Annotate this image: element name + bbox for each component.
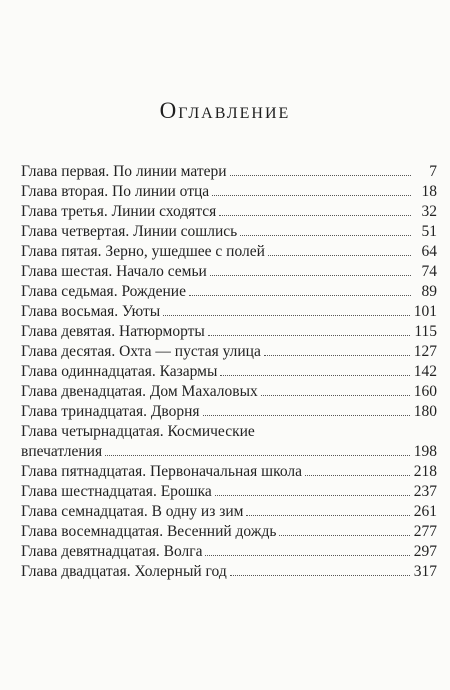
dot-leader — [261, 395, 410, 396]
toc-page-number: 51 — [421, 223, 437, 240]
toc-entry-title: Глава двадцатая. Холерный год — [21, 563, 227, 580]
toc-entry — [21, 302, 437, 322]
toc-entry-title: Глава десятая. Охта — пустая улица — [21, 343, 261, 360]
toc-page-number: 74 — [421, 263, 437, 280]
dot-leader — [230, 575, 410, 576]
toc-page-number: 237 — [413, 483, 437, 500]
toc-page-number: 198 — [413, 443, 437, 460]
dot-leader — [215, 495, 410, 496]
toc-page-number: 89 — [421, 283, 437, 300]
toc-entry — [21, 182, 437, 202]
dot-leader — [268, 255, 411, 256]
toc-entry — [21, 342, 437, 362]
toc-entry-title: Глава одиннадцатая. Казармы — [21, 363, 218, 380]
toc-entry-title: Глава восьмая. Уюты — [21, 303, 161, 320]
dot-leader — [279, 535, 409, 536]
dot-leader — [205, 555, 409, 556]
toc-entry — [21, 462, 437, 482]
dot-leader — [189, 295, 411, 296]
toc-entry — [21, 242, 437, 262]
toc-entry-title: Глава вторая. По линии отца — [21, 183, 210, 200]
toc-entry-title: Глава шестнадцатая. Ерошка — [21, 483, 212, 500]
toc-entry — [21, 562, 437, 582]
toc-entry — [21, 542, 437, 562]
dot-leader — [105, 455, 410, 456]
toc-page-number: 7 — [429, 163, 437, 180]
toc-entry-title: Глава шестая. Начало семьи — [21, 263, 207, 280]
toc-entry-title: Глава девятая. Натюрморты — [21, 323, 205, 340]
toc-entry — [21, 482, 437, 502]
dot-leader — [163, 315, 410, 316]
dot-leader — [220, 375, 409, 376]
toc-entry — [21, 322, 437, 342]
toc-entry-title: Глава тринадцатая. Дворня — [21, 403, 200, 420]
dot-leader — [264, 355, 410, 356]
toc-page-number: 160 — [413, 383, 437, 400]
toc-page-number: 142 — [413, 363, 437, 380]
dot-leader — [219, 215, 411, 216]
dot-leader — [203, 415, 410, 416]
toc-entry — [21, 502, 437, 522]
toc-entry-title: Глава восемнадцатая. Весенний дождь — [21, 523, 277, 540]
toc-entry-title: Глава четвертая. Линии сошлись — [21, 223, 238, 240]
toc-page-number: 297 — [413, 543, 437, 560]
toc-page-number: 18 — [421, 183, 437, 200]
toc-page-number: 115 — [414, 323, 437, 340]
toc-page-number: 261 — [413, 503, 437, 520]
toc-entry-title: Глава двенадцатая. Дом Махаловых — [21, 383, 258, 400]
toc-entry — [21, 262, 437, 282]
toc-entry — [21, 202, 437, 222]
toc-entry-title: Глава пятнадцатая. Первоначальная школа — [21, 463, 303, 480]
dot-leader — [212, 195, 411, 196]
toc-page-number: 277 — [413, 523, 437, 540]
toc-entry-title: Глава пятая. Зерно, ушедшее с полей — [21, 243, 265, 260]
toc-entry — [21, 422, 437, 462]
toc-entry-title: Глава третья. Линии сходятся — [21, 203, 217, 220]
toc-entry-title: Глава девятнадцатая. Волга — [21, 543, 203, 560]
toc-entry — [21, 162, 437, 182]
toc-entry-title-continued: впечатления — [21, 443, 103, 460]
toc-page-number: 32 — [421, 203, 437, 220]
dot-leader — [208, 335, 410, 336]
table-of-contents — [21, 162, 437, 582]
toc-entry — [21, 522, 437, 542]
toc-entry-title: Глава четырнадцатая. Космические — [21, 423, 255, 440]
toc-page-number: 127 — [413, 343, 437, 360]
toc-page-number: 64 — [421, 243, 437, 260]
toc-entry — [21, 222, 437, 242]
toc-entry — [21, 382, 437, 402]
toc-page-number: 317 — [413, 563, 437, 580]
dot-leader — [240, 235, 411, 236]
page-title: Оглавление — [159, 98, 291, 123]
toc-entry — [21, 362, 437, 382]
toc-page-number: 180 — [413, 403, 437, 420]
dot-leader — [305, 475, 410, 476]
dot-leader — [230, 175, 411, 176]
toc-entry — [21, 402, 437, 422]
dot-leader — [210, 275, 411, 276]
dot-leader — [246, 515, 409, 516]
toc-entry-title: Глава семнадцатая. В одну из зим — [21, 503, 244, 520]
toc-page-number: 218 — [413, 463, 437, 480]
toc-entry — [21, 282, 437, 302]
toc-entry-title: Глава первая. По линии матери — [21, 163, 227, 180]
toc-entry-title: Глава седьмая. Рождение — [21, 283, 186, 300]
toc-page-number: 101 — [413, 303, 437, 320]
